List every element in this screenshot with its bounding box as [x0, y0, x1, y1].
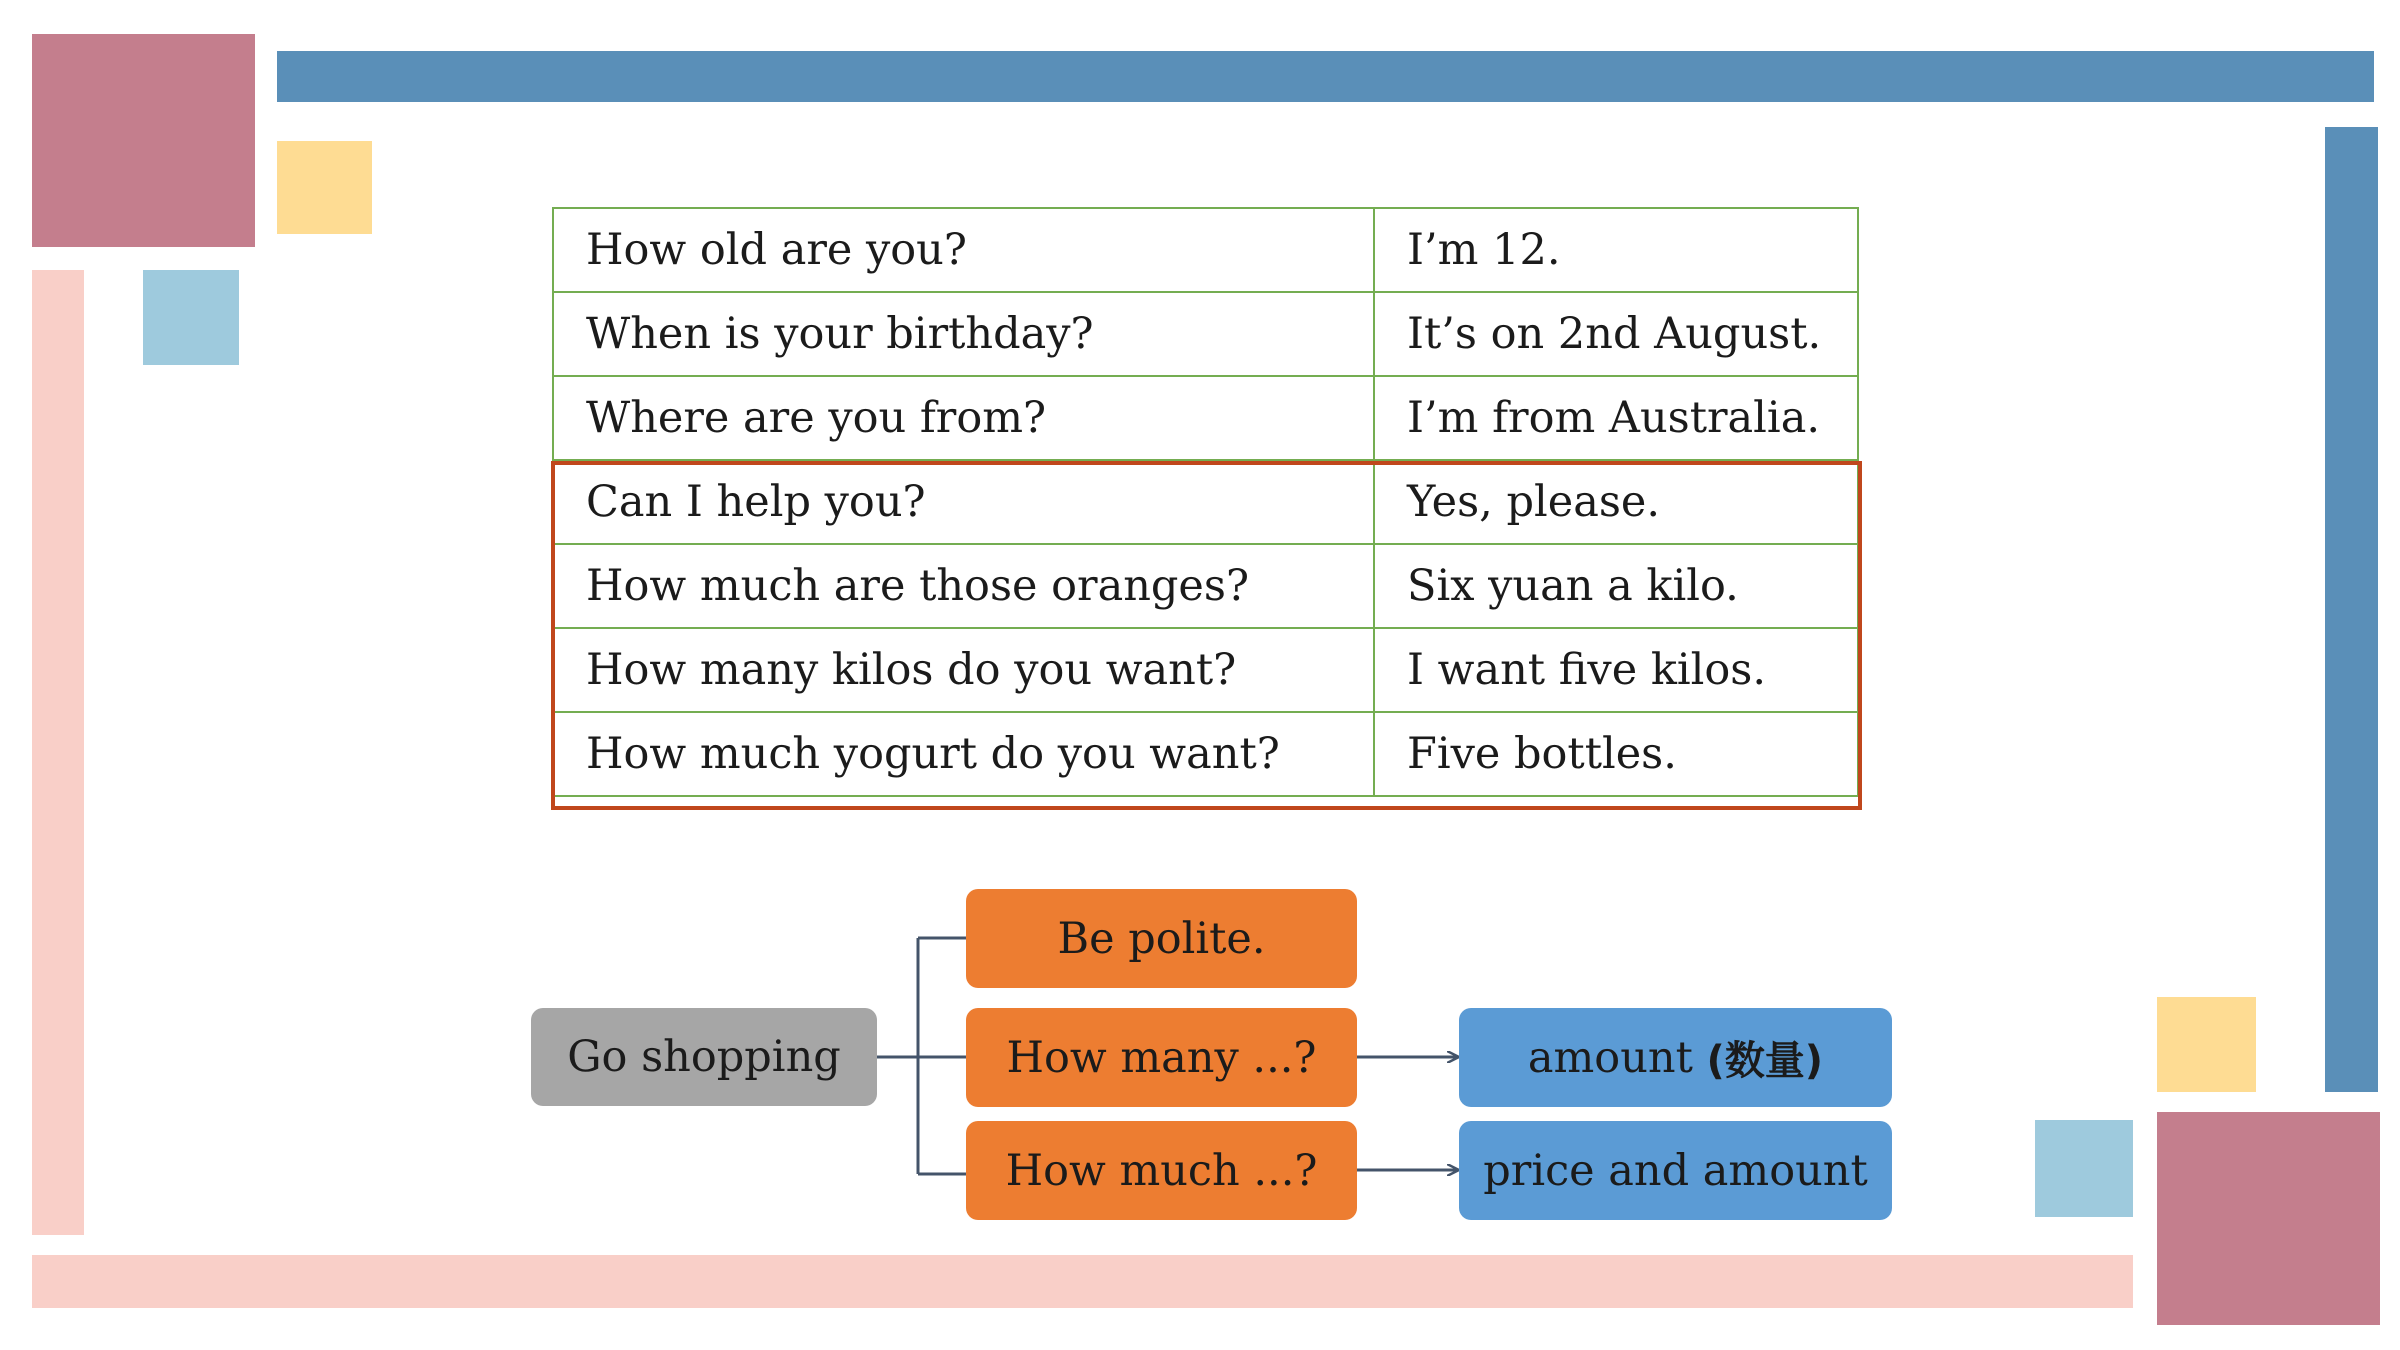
table-row [553, 460, 1858, 544]
root-label: Go shopping [567, 1032, 841, 1082]
question-cell: When is your birthday? [553, 292, 1374, 376]
decor-bar-bottom [32, 1255, 2133, 1308]
table-row [553, 544, 1858, 628]
question-cell: Can I help you? [553, 460, 1374, 544]
decor-square-rose-bottom-right [2157, 1112, 2380, 1325]
decor-bar-top [277, 51, 2374, 102]
decor-square-rose-top-left [32, 34, 255, 247]
leaf-label: amount [1527, 1032, 1693, 1083]
question-cell: How many kilos do you want? [553, 628, 1374, 712]
answer-cell: Six yuan a kilo. [1374, 544, 1858, 628]
table-row [553, 628, 1858, 712]
question-cell: How much yogurt do you want? [553, 712, 1374, 796]
leaf-label-chinese: (数量) [1706, 1038, 1824, 1084]
mindmap-branch-be-polite [966, 889, 1357, 988]
answer-cell: Yes, please. [1374, 460, 1858, 544]
decor-square-yellow-bottom [2157, 997, 2256, 1092]
branch-label: How much ...? [1005, 1145, 1318, 1196]
branch-label: Be polite. [1057, 913, 1266, 964]
decor-bar-left [32, 270, 84, 1235]
table-row [553, 208, 1858, 292]
answer-cell: It’s on 2nd August. [1374, 292, 1858, 376]
branch-label: How many ...? [1006, 1032, 1317, 1083]
mindmap-root-go-shopping [531, 1008, 877, 1106]
mindmap-branch-how-many [966, 1008, 1357, 1107]
question-cell: How much are those oranges? [553, 544, 1374, 628]
decor-bar-right [2325, 127, 2378, 1092]
mindmap-leaf-amount [1459, 1008, 1892, 1107]
question-cell: How old are you? [553, 208, 1374, 292]
decor-square-blue-top [143, 270, 239, 365]
question-cell: Where are you from? [553, 376, 1374, 460]
table-row [553, 712, 1858, 796]
mindmap-leaf-price-and-amount [1459, 1121, 1892, 1220]
answer-cell: I want five kilos. [1374, 628, 1858, 712]
answer-cell: Five bottles. [1374, 712, 1858, 796]
leaf-label: price and amount [1483, 1145, 1868, 1196]
table-row [553, 292, 1858, 376]
dialogue-table [552, 207, 1859, 797]
answer-cell: I’m from Australia. [1374, 376, 1858, 460]
mindmap-branch-how-much [966, 1121, 1357, 1220]
decor-square-yellow-top [277, 141, 372, 234]
root-to-branches-bracket [877, 938, 966, 1174]
answer-cell: I’m 12. [1374, 208, 1858, 292]
decor-square-blue-bottom [2035, 1120, 2133, 1217]
table-row [553, 376, 1858, 460]
